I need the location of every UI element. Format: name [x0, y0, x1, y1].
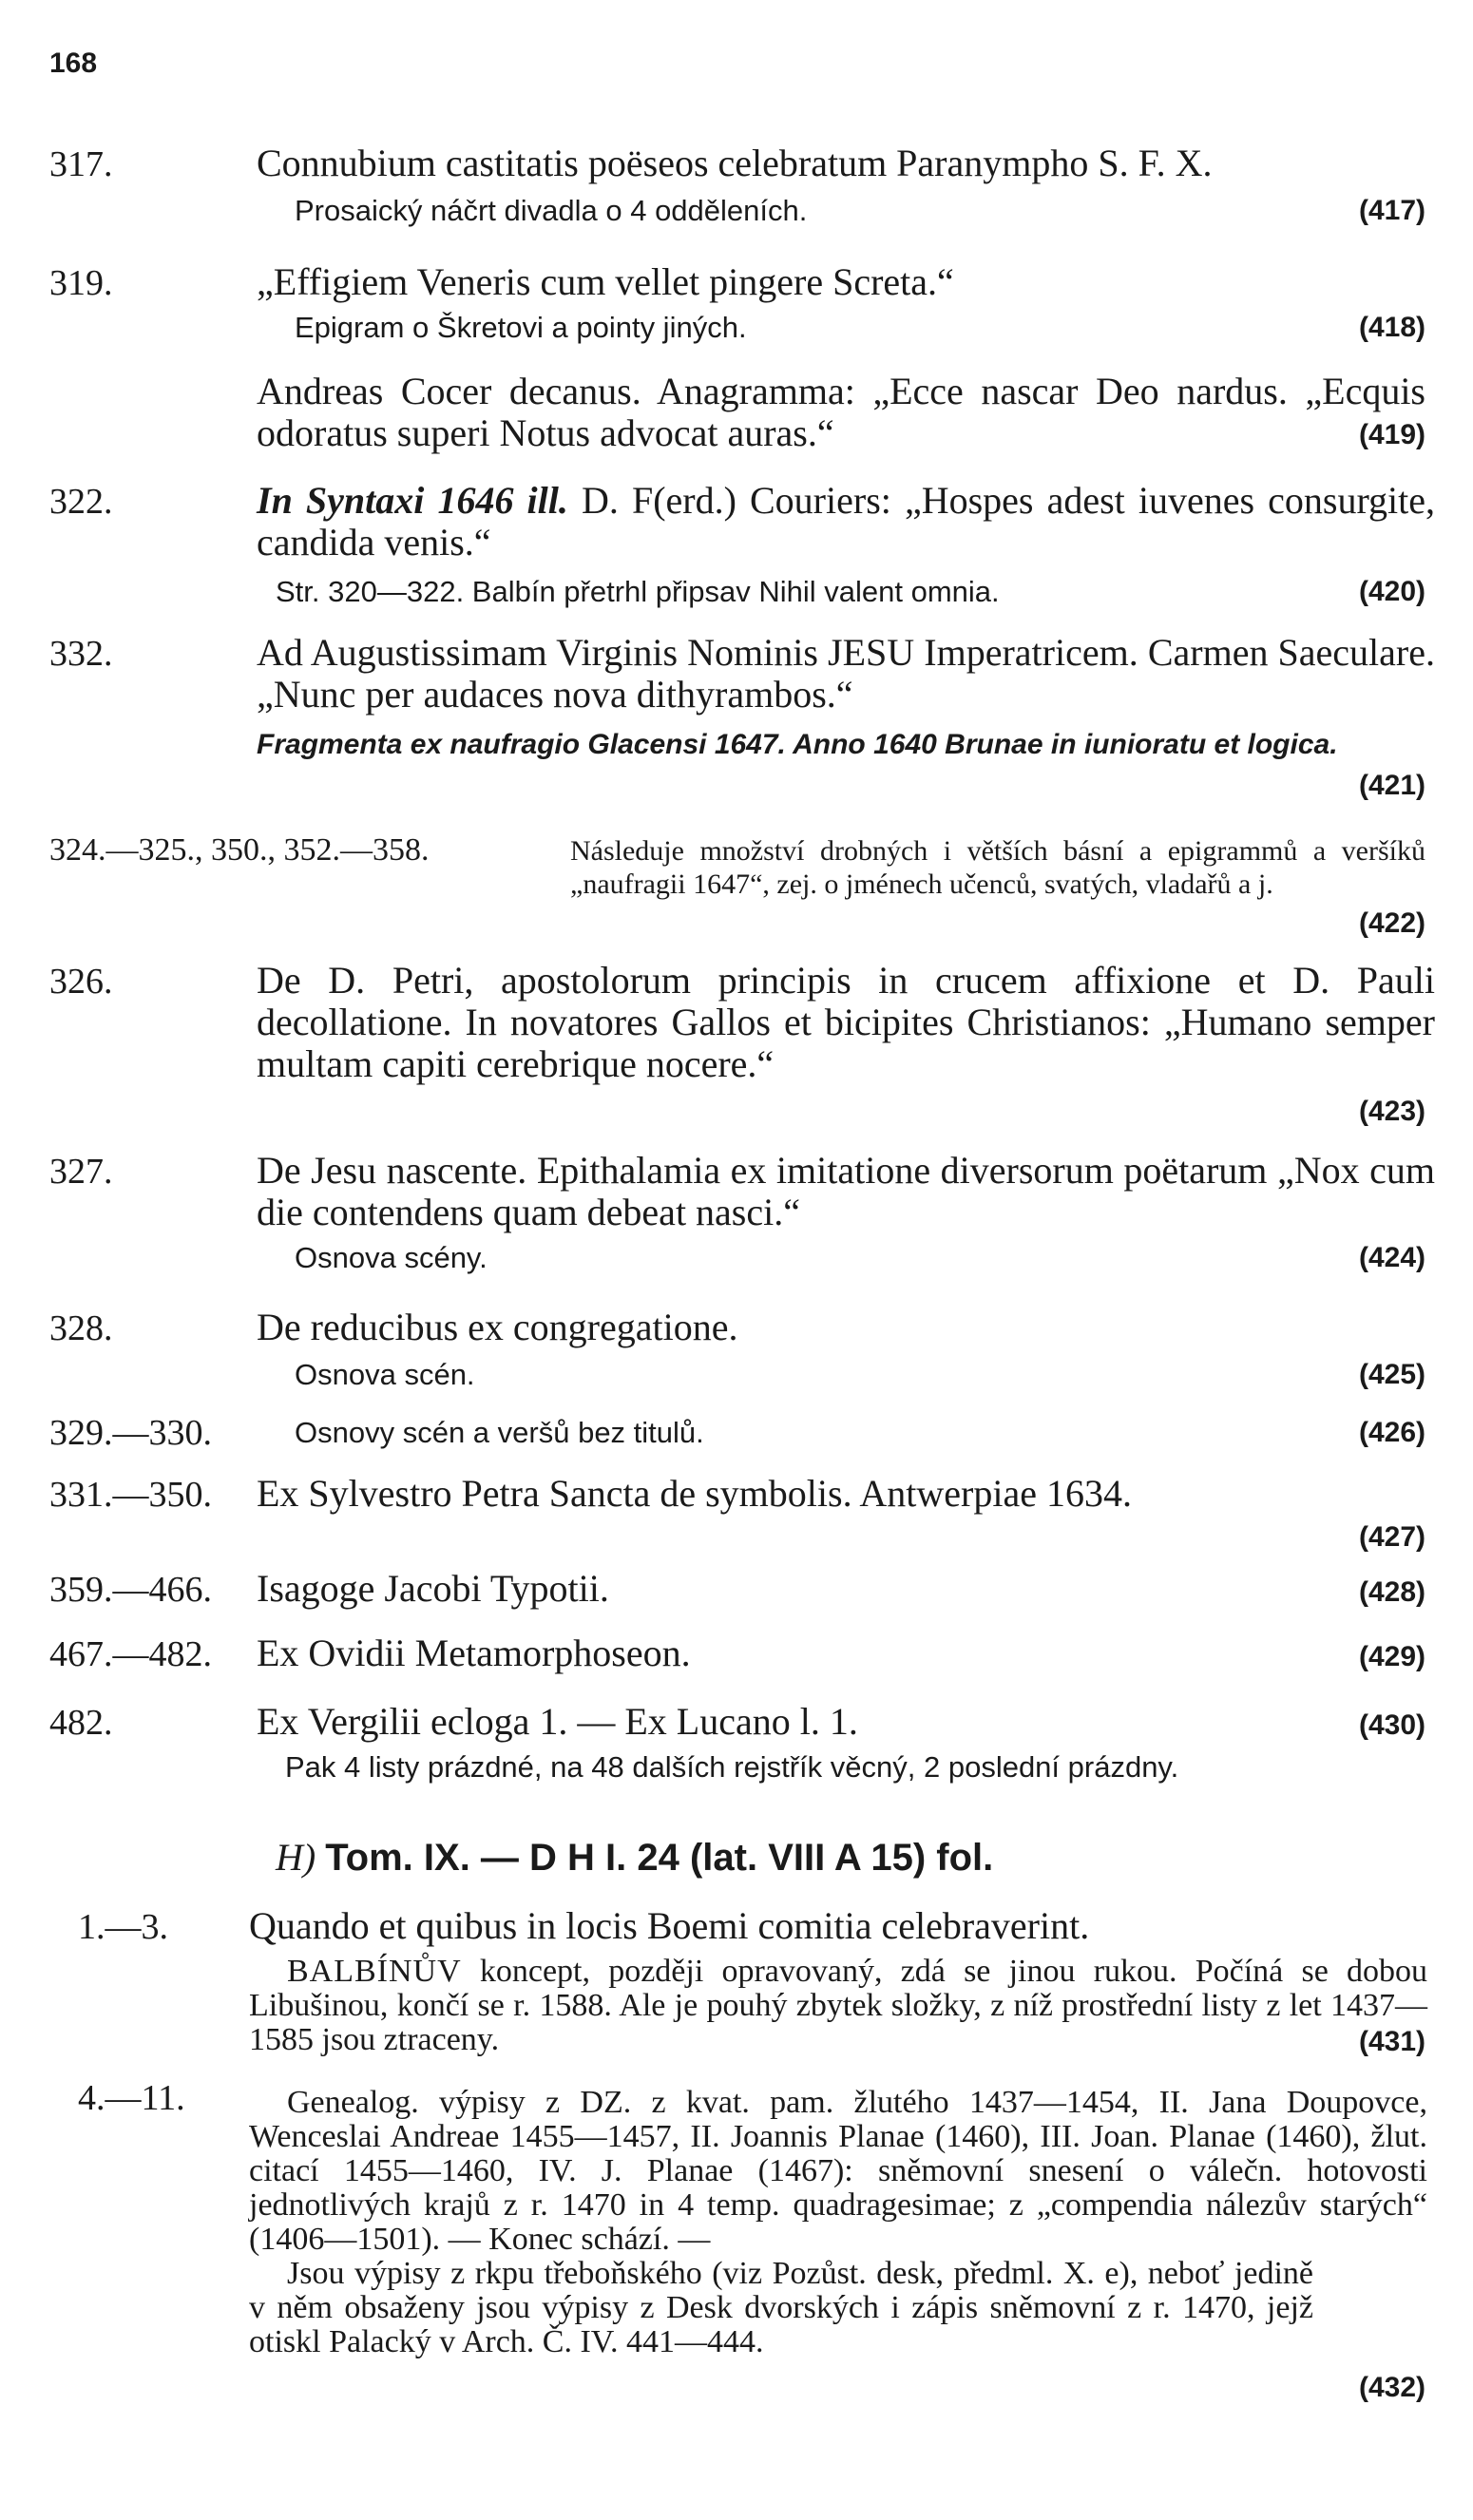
entry-title: Connubium castitatis poëseos celebratum Paranympho S. F. X. — [257, 142, 1213, 184]
section-heading — [276, 1834, 993, 1881]
entry-ref: (423) — [1358, 1096, 1425, 1127]
entry-title: Ad Augustissimam Virginis Nominis JESU Imperatricem. Carmen Saeculare. „Nunc per audaces nova dithyrambos.“ — [257, 631, 1435, 716]
entry-ref: (424) — [1358, 1242, 1425, 1273]
entry-ref: (428) — [1358, 1576, 1425, 1608]
entry-number: 332. — [49, 634, 113, 674]
entry-paragraph-text — [249, 1955, 1427, 2057]
entry-note: Epigram o Škretovi a pointy jiných. — [295, 311, 747, 344]
entry-ref: (426) — [1358, 1417, 1425, 1448]
entry-title: Andreas Cocer decanus. Anagramma: „Ecce nascar Deo nardus. „Ecquis odoratus superi Notus advocat auras.“ — [257, 370, 1425, 454]
entry-number: 329.—330. — [49, 1413, 212, 1453]
entry-title — [257, 480, 1435, 563]
entry-number: 328. — [49, 1308, 113, 1348]
entry-number: 319. — [49, 263, 113, 303]
entry-number: 467.—482. — [49, 1634, 212, 1674]
entry-paragraph — [249, 1955, 1427, 2057]
entry-note: Osnovy scén a veršů bez titulů. — [295, 1416, 704, 1449]
entry-ref: (432) — [1358, 2372, 1425, 2403]
entry-paragraph — [249, 2086, 1427, 2359]
entry-number: 324.—325., 350., 352.—358. — [49, 832, 430, 868]
entry-number: 322. — [49, 482, 113, 522]
entry-title: De Jesu nascente. Epithalamia ex imitatione diversorum poëtarum „Nox cum die contendens quam debeat nasci.“ — [257, 1149, 1435, 1233]
entry-note: Str. 320—322. Balbín přetrhl připsav Nihil valent omnia. — [276, 575, 1000, 608]
entry-ref: (418) — [1358, 312, 1425, 343]
entry-title-source: In Syntaxi 1646 ill. — [257, 479, 568, 522]
entry-title: De D. Petri, apostolorum principis in crucem affixione et D. Pauli decollatione. In novatores Gallos et bicipites Christianos: „Humano semper multam capiti cerebrique nocere.“ — [257, 959, 1435, 1085]
entry-title-text: D. F(erd.) Couriers: „Hospes adest iuvenes consurgite, candida venis.“ — [257, 479, 1436, 563]
entry-title: Ex Vergilii ecloga 1. — Ex Lucano l. 1. — [257, 1700, 858, 1743]
entry-ref: (425) — [1358, 1359, 1425, 1390]
entry-title: Quando et quibus in locis Boemi comitia celebraverint. — [249, 1904, 1090, 1947]
entry-title: De reducibus ex congregatione. — [257, 1306, 738, 1348]
entry-ref: (427) — [1358, 1521, 1425, 1553]
entry-number: 326. — [49, 962, 113, 1002]
section-letter: H) — [276, 1836, 316, 1879]
entry-number: 327. — [49, 1152, 113, 1192]
entry-number: 331.—350. — [49, 1475, 212, 1515]
entry-note: Prosaický náčrt divadla o 4 odděleních. — [295, 194, 808, 227]
entry-title: Ex Sylvestro Petra Sancta de symbolis. Antwerpiae 1634. — [257, 1472, 1132, 1515]
section-title: Tom. IX. — D H I. 24 (lat. VIII A 15) fol. — [325, 1837, 994, 1879]
entry-number: 482. — [49, 1703, 113, 1743]
entry-note: Osnova scén. — [295, 1358, 475, 1391]
entry-note: Osnova scény. — [295, 1241, 488, 1274]
entry-title: Následuje množství drobných i větších básní a epigrammů a veršíků „naufragii 1647“, zej. o jménech učenců, svatých, vladařů a j. — [570, 835, 1425, 900]
entry-ref: (422) — [1358, 907, 1425, 939]
entry-number: 317. — [49, 144, 113, 184]
entry-number: 1.—3. — [78, 1907, 168, 1947]
entry-note: Fragmenta ex naufragio Glacensi 1647. Anno 1640 Brunae in iunioratu et logica. — [257, 729, 1338, 760]
entry-ref: (421) — [1358, 770, 1425, 801]
entry-ref: (430) — [1358, 1709, 1425, 1741]
entry-paragraph-text-2: Jsou výpisy z rkpu třeboňského (viz Pozůst. desk, předml. X. e), neboť jedině v něm obsaženy jsou výpisy z Desk dvorských i zápis sněmovní z r. 1470, jejž otiskl Palacký v Arch. Č. IV. 441—444. — [249, 2256, 1313, 2359]
entry-number: 4.—11. — [78, 2078, 185, 2118]
entry-note: Pak 4 listy prázdné, na 48 dalších rejstřík věcný, 2 poslední prázdny. — [285, 1750, 1179, 1784]
entry-paragraph-lead: BALBÍNŮV — [287, 1954, 462, 1989]
entry-title: Isagoge Jacobi Typotii. — [257, 1567, 609, 1610]
entry-ref: (431) — [1358, 2026, 1425, 2057]
entry-title: Ex Ovidii Metamorphoseon. — [257, 1632, 691, 1674]
page-number: 168 — [49, 48, 98, 79]
entry-number: 359.—466. — [49, 1570, 212, 1610]
entry-paragraph-body: koncept, později opravovaný, zdá se jinou rukou. Počíná se dobou Libušinou, končí se r. 1588. Ale je pouhý zbytek složky, z níž prostřední listy z let 1437—1585 jsou ztraceny. — [249, 1954, 1427, 2057]
entry-ref: (429) — [1358, 1641, 1425, 1672]
entry-ref: (419) — [1358, 419, 1425, 450]
entry-ref: (420) — [1358, 576, 1425, 607]
entry-ref: (417) — [1358, 195, 1425, 226]
entry-title: „Effigiem Veneris cum vellet pingere Screta.“ — [257, 260, 954, 303]
entry-paragraph-text: Genealog. výpisy z DZ. z kvat. pam. žlutého 1437—1454, II. Jana Doupovce, Wenceslai Andreae 1455—1457, II. Joannis Planae (1460), III. Joan. Planae (1460), žlut. citací 1455—1460, IV. J. Planae (1467): sněmovní snesení o válečn. hotovosti jednotlivých krajů z r. 1470 in 4 temp. quadragesimae; z „compendia nálezův starých“ (1406—1501). — Konec schází. — — [249, 2085, 1427, 2257]
